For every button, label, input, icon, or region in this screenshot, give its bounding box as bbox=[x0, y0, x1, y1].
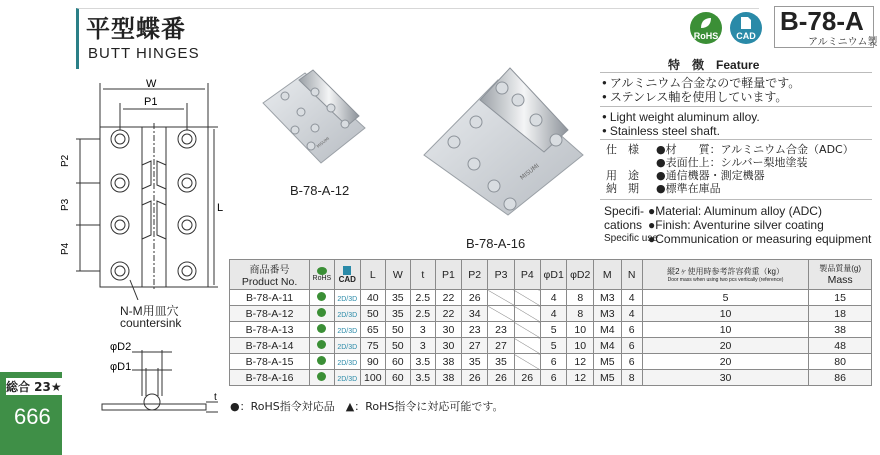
caption-small: B-78-A-12 bbox=[290, 183, 350, 198]
cell-d1: 4 bbox=[540, 306, 567, 322]
cell-p3: 26 bbox=[488, 370, 514, 386]
col-rohs-label: RoHS bbox=[312, 275, 332, 282]
dim-l-label: L bbox=[217, 202, 224, 214]
cell-p2: 35 bbox=[462, 354, 488, 370]
rohs-cell bbox=[310, 322, 335, 338]
rohs-cell bbox=[310, 306, 335, 322]
spec-finish-ja: ●表面仕上：シルバー梨地塗装 bbox=[656, 156, 808, 169]
dim-w-label: W bbox=[146, 78, 157, 90]
product-image-small bbox=[255, 68, 375, 178]
cell-p1: 30 bbox=[435, 338, 461, 354]
cell-p4: 26 bbox=[514, 370, 540, 386]
rohs-dot-icon bbox=[317, 308, 326, 317]
rohs-dot-icon bbox=[317, 372, 326, 381]
cell-w: 60 bbox=[385, 370, 410, 386]
dim-t-label: t bbox=[214, 392, 217, 403]
cell-l: 40 bbox=[360, 290, 385, 306]
table-legend: ●：RoHS指令対応品 ▲：RoHS指令に対応可能です。 bbox=[230, 400, 504, 413]
cell-p3: 23 bbox=[488, 322, 514, 338]
cad-link[interactable]: 2D/3D bbox=[337, 295, 358, 303]
spec-table bbox=[229, 259, 872, 386]
cad-cell[interactable] bbox=[334, 290, 360, 306]
cell-n: 6 bbox=[621, 338, 642, 354]
col-product-no bbox=[230, 260, 310, 290]
cad-cell[interactable] bbox=[334, 354, 360, 370]
features-heading-en: Feature bbox=[716, 58, 760, 72]
cell-d1: 6 bbox=[540, 354, 567, 370]
cell-p3 bbox=[488, 306, 514, 322]
cell-n: 4 bbox=[621, 306, 642, 322]
spec-delivery-ja: ●標準在庫品 bbox=[656, 182, 721, 195]
cad-badge-label: CAD bbox=[736, 31, 756, 41]
spec-finish-en: ●Finish: Aventurine silver coating bbox=[648, 218, 824, 232]
divider bbox=[600, 72, 872, 73]
cell-m: M5 bbox=[594, 354, 622, 370]
cell-p4 bbox=[514, 322, 540, 338]
cell-mass: 80 bbox=[809, 354, 872, 370]
cell-n: 8 bbox=[621, 370, 642, 386]
col-mass-en: Mass bbox=[827, 274, 853, 286]
cell-l: 65 bbox=[360, 322, 385, 338]
rohs-dot-icon bbox=[317, 356, 326, 365]
rohs-cell bbox=[310, 354, 335, 370]
page-number: 666 bbox=[14, 404, 51, 429]
cell-p1: 22 bbox=[435, 290, 461, 306]
spec-material-en: ●Material: Aluminum alloy (ADC) bbox=[648, 204, 822, 218]
cell-m: M3 bbox=[594, 290, 622, 306]
features-list-en bbox=[602, 110, 760, 138]
col-l: L bbox=[360, 260, 385, 290]
caption-large: B-78-A-16 bbox=[466, 236, 526, 251]
cell-p2: 26 bbox=[462, 290, 488, 306]
dim-d1-label: φD1 bbox=[110, 361, 132, 373]
dim-d2-label: φD2 bbox=[110, 341, 132, 353]
plate-mark-large: MISUMI bbox=[518, 162, 541, 182]
col-load bbox=[642, 260, 808, 290]
rohs-dot-icon bbox=[317, 324, 326, 333]
cell-n: 6 bbox=[621, 322, 642, 338]
cad-cell[interactable] bbox=[334, 338, 360, 354]
col-product-no-en: Product No. bbox=[241, 276, 298, 288]
product-image-large bbox=[418, 60, 598, 220]
features-heading bbox=[668, 56, 759, 73]
cell-t: 2.5 bbox=[410, 306, 435, 322]
col-rohs bbox=[310, 260, 335, 290]
col-n: N bbox=[621, 260, 642, 290]
cell-w: 35 bbox=[385, 290, 410, 306]
spec-material-ja: ●材 質：アルミニウム合金（ADC） bbox=[656, 143, 854, 156]
col-product-no-ja: 商品番号 bbox=[249, 265, 290, 276]
countersink-note-en: countersink bbox=[120, 316, 182, 330]
col-cad-label: CAD bbox=[338, 274, 356, 284]
features-list-ja bbox=[602, 76, 800, 104]
col-d2: φD2 bbox=[567, 260, 594, 290]
spec-en-label: cations bbox=[604, 218, 643, 232]
col-load-en: Door mass when using two pcs vertically (reference) bbox=[667, 277, 784, 283]
table-row bbox=[230, 306, 872, 322]
table-row bbox=[230, 338, 872, 354]
countersink-note-ja: N-M用皿穴 bbox=[120, 304, 179, 318]
cell-t: 3.5 bbox=[410, 354, 435, 370]
rohs-badge-icon bbox=[690, 12, 722, 44]
product-no-cell: B-78-A-15 bbox=[230, 354, 310, 370]
cell-p4 bbox=[514, 306, 540, 322]
cell-p2: 34 bbox=[462, 306, 488, 322]
col-load-ja: 縦2ヶ使用時参考許容荷重（kg） bbox=[667, 267, 784, 276]
cell-mass: 18 bbox=[809, 306, 872, 322]
cell-m: M3 bbox=[594, 306, 622, 322]
cell-p4 bbox=[514, 354, 540, 370]
rohs-badge-label: RoHS bbox=[693, 31, 719, 41]
cad-cell[interactable] bbox=[334, 370, 360, 386]
list-item: ● Light weight aluminum alloy. bbox=[602, 110, 760, 124]
use-label: 用 途 bbox=[606, 169, 639, 182]
cell-p4 bbox=[514, 338, 540, 354]
table-row bbox=[230, 370, 872, 386]
cell-load: 30 bbox=[642, 370, 808, 386]
delivery-label: 納 期 bbox=[606, 182, 639, 195]
cell-mass: 15 bbox=[809, 290, 872, 306]
col-m: M bbox=[594, 260, 622, 290]
cell-d2: 12 bbox=[567, 354, 594, 370]
cell-d2: 8 bbox=[567, 290, 594, 306]
rohs-cell bbox=[310, 290, 335, 306]
cell-n: 6 bbox=[621, 354, 642, 370]
cell-w: 50 bbox=[385, 322, 410, 338]
cell-d2: 12 bbox=[567, 370, 594, 386]
cell-p1: 38 bbox=[435, 370, 461, 386]
dim-p4-label: P4 bbox=[60, 242, 71, 255]
col-cad bbox=[334, 260, 360, 290]
cell-p4 bbox=[514, 290, 540, 306]
cell-l: 90 bbox=[360, 354, 385, 370]
col-p2: P2 bbox=[462, 260, 488, 290]
cell-load: 5 bbox=[642, 290, 808, 306]
product-no-cell: B-78-A-16 bbox=[230, 370, 310, 386]
spec-en-label: Specifi- bbox=[604, 204, 645, 218]
cell-mass: 48 bbox=[809, 338, 872, 354]
cell-d1: 5 bbox=[540, 338, 567, 354]
cad-link[interactable]: 2D/3D bbox=[337, 327, 358, 335]
spec-ja-block bbox=[606, 143, 854, 195]
cell-l: 50 bbox=[360, 306, 385, 322]
cell-d1: 4 bbox=[540, 290, 567, 306]
cad-cell[interactable] bbox=[334, 306, 360, 322]
rohs-cell bbox=[310, 370, 335, 386]
cell-d2: 8 bbox=[567, 306, 594, 322]
spec-table-body bbox=[230, 290, 872, 386]
divider bbox=[600, 139, 872, 140]
cell-d1: 5 bbox=[540, 322, 567, 338]
cell-t: 3.5 bbox=[410, 370, 435, 386]
cell-load: 10 bbox=[642, 306, 808, 322]
table-row bbox=[230, 354, 872, 370]
col-t: t bbox=[410, 260, 435, 290]
list-item: ● Stainless steel shaft. bbox=[602, 124, 760, 138]
col-mass bbox=[809, 260, 872, 290]
spec-en-block bbox=[648, 204, 871, 246]
table-row bbox=[230, 322, 872, 338]
cell-w: 35 bbox=[385, 306, 410, 322]
cell-t: 2.5 bbox=[410, 290, 435, 306]
cell-t: 3 bbox=[410, 322, 435, 338]
category-label: 総合 23★ bbox=[6, 380, 62, 394]
divider bbox=[600, 106, 872, 107]
cell-d2: 10 bbox=[567, 338, 594, 354]
cad-cell[interactable] bbox=[334, 322, 360, 338]
page-subtitle: BUTT HINGES bbox=[88, 45, 200, 62]
cell-mass: 86 bbox=[809, 370, 872, 386]
rohs-cell bbox=[310, 338, 335, 354]
cell-p3: 27 bbox=[488, 338, 514, 354]
dim-p2-label: P2 bbox=[60, 154, 71, 167]
rohs-dot-icon bbox=[317, 292, 326, 301]
spec-use-ja: ●通信機器・測定機器 bbox=[656, 169, 765, 182]
product-no-cell: B-78-A-13 bbox=[230, 322, 310, 338]
hinge-side-drawing bbox=[96, 338, 226, 418]
col-mass-ja: 製品質量(g) bbox=[819, 264, 862, 273]
divider bbox=[600, 199, 872, 200]
cell-p1: 22 bbox=[435, 306, 461, 322]
cell-n: 4 bbox=[621, 290, 642, 306]
product-no-cell: B-78-A-11 bbox=[230, 290, 310, 306]
spec-label: 仕 様 bbox=[606, 143, 639, 156]
cad-link[interactable]: 2D/3D bbox=[337, 311, 358, 319]
hinge-front-drawing bbox=[60, 75, 230, 300]
cell-m: M5 bbox=[594, 370, 622, 386]
features-heading-ja: 特 徴 bbox=[668, 58, 705, 72]
cad-link[interactable]: 2D/3D bbox=[337, 343, 358, 351]
cell-d2: 10 bbox=[567, 322, 594, 338]
col-w: W bbox=[385, 260, 410, 290]
page-title: 平型蝶番 bbox=[86, 15, 186, 43]
list-item: ● ステンレス軸を使用しています。 bbox=[602, 90, 800, 104]
list-item: ● アルミニウム合金なので軽量です。 bbox=[602, 76, 800, 90]
cell-p1: 30 bbox=[435, 322, 461, 338]
cell-w: 50 bbox=[385, 338, 410, 354]
use-en-label: Specific use bbox=[604, 233, 658, 244]
cell-d1: 6 bbox=[540, 370, 567, 386]
cell-l: 75 bbox=[360, 338, 385, 354]
cell-load: 10 bbox=[642, 322, 808, 338]
cell-m: M4 bbox=[594, 322, 622, 338]
cad-link[interactable]: 2D/3D bbox=[337, 359, 358, 367]
spec-use-en: ●Communication or measuring equipment bbox=[648, 232, 872, 246]
plate-mark-small: MISUMI bbox=[315, 135, 331, 149]
product-material-note: アルミニウム製 bbox=[808, 37, 878, 48]
table-row bbox=[230, 290, 872, 306]
col-d1: φD1 bbox=[540, 260, 567, 290]
cell-p2: 27 bbox=[462, 338, 488, 354]
cell-t: 3 bbox=[410, 338, 435, 354]
cell-load: 20 bbox=[642, 338, 808, 354]
product-no-cell: B-78-A-12 bbox=[230, 306, 310, 322]
cell-mass: 38 bbox=[809, 322, 872, 338]
cad-link[interactable]: 2D/3D bbox=[337, 375, 358, 383]
cell-w: 60 bbox=[385, 354, 410, 370]
dim-p3-label: P3 bbox=[60, 198, 71, 211]
dim-p1-label: P1 bbox=[144, 96, 158, 108]
cell-p3 bbox=[488, 290, 514, 306]
table-header-row bbox=[230, 260, 872, 290]
col-p3: P3 bbox=[488, 260, 514, 290]
col-p1: P1 bbox=[435, 260, 461, 290]
cell-load: 20 bbox=[642, 354, 808, 370]
cell-p2: 23 bbox=[462, 322, 488, 338]
rohs-dot-icon bbox=[317, 340, 326, 349]
cell-l: 100 bbox=[360, 370, 385, 386]
col-p4: P4 bbox=[514, 260, 540, 290]
cell-p2: 26 bbox=[462, 370, 488, 386]
product-no-cell: B-78-A-14 bbox=[230, 338, 310, 354]
product-code: B-78-A bbox=[780, 6, 864, 36]
cell-p3: 35 bbox=[488, 354, 514, 370]
cell-m: M4 bbox=[594, 338, 622, 354]
cell-p1: 38 bbox=[435, 354, 461, 370]
cad-badge-icon bbox=[730, 12, 762, 44]
